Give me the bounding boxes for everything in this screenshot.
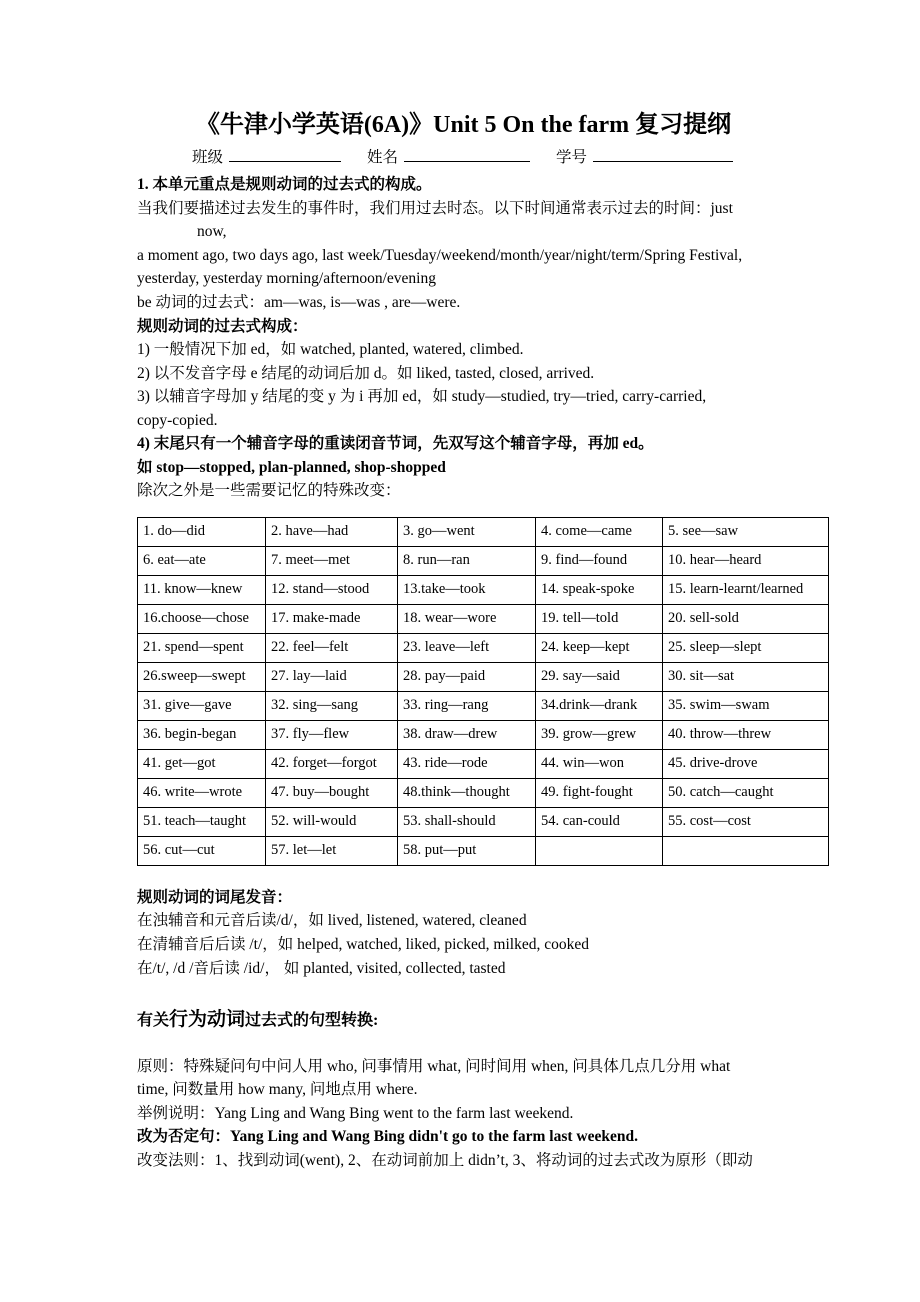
table-cell: 32. sing—sang (266, 691, 398, 720)
table-row (138, 691, 829, 720)
table-row (138, 633, 829, 662)
table-cell: 29. say—said (536, 662, 663, 691)
table-cell: 26.sweep—swept (138, 662, 266, 691)
section1-intro-line1: 当我们要描述过去发生的事件时，我们用过去时态。以下时间通常表示过去的时间：just (137, 199, 733, 217)
table-row (138, 749, 829, 778)
table-cell: 2. have—had (266, 517, 398, 546)
heading-part-1: 有关 (137, 1012, 170, 1030)
section1-heading: 1. 本单元重点是规则动词的过去式的构成。 (137, 176, 432, 194)
irregular-verbs-table (137, 517, 829, 866)
irregular-verbs-table-body (138, 517, 829, 865)
table-row (138, 807, 829, 836)
table-cell: 21. spend—spent (138, 633, 266, 662)
page-title: 《牛津小学英语(6A)》Unit 5 On the farm 复习提纲 (195, 112, 732, 138)
pronunciation-line: 在/t/, /d /音后读 /id/， 如 planted, visited, collected, tasted (137, 959, 506, 977)
table-cell: 1. do—did (138, 517, 266, 546)
table-cell: 58. put—put (398, 836, 536, 865)
name-blank[interactable] (404, 146, 530, 162)
regular-rules-heading: 规则动词的过去式构成： (137, 317, 308, 335)
table-cell: 34.drink—drank (536, 691, 663, 720)
class-label: 班级 (192, 149, 224, 166)
table-cell: 19. tell—told (536, 604, 663, 633)
negative-sentence: Yang Ling and Wang Bing didn't go to the farm last weekend. (230, 1128, 638, 1146)
table-cell: 46. write—wrote (138, 778, 266, 807)
table-cell: 5. see—saw (663, 517, 829, 546)
spacer (137, 1037, 830, 1055)
past-time-expressions-line2: yesterday, yesterday morning/afternoon/evening (137, 270, 436, 288)
table-cell: 45. drive-drove (663, 749, 829, 778)
table-cell: 31. give—gave (138, 691, 266, 720)
table-cell: 10. hear—heard (663, 546, 829, 575)
irregular-verbs-table-wrapper (137, 517, 830, 866)
number-blank[interactable] (593, 146, 733, 162)
student-info-line (137, 146, 830, 169)
spacer (137, 876, 830, 886)
section1-intro-line2: now, (197, 223, 227, 241)
rule-item-4-examples: 如 stop—stopped, plan-planned, shop-shopped (137, 458, 446, 476)
table-cell: 36. begin-began (138, 720, 266, 749)
table-cell (536, 836, 663, 865)
table-cell: 4. come—came (536, 517, 663, 546)
principle-line1: 原则：特殊疑问句中问人用 who, 问事情用 what, 问时间用 when, 问具体几点几分用 what (137, 1057, 731, 1075)
table-row (138, 546, 829, 575)
change-rule-line: 改变法则：1、找到动词(went), 2、在动词前加上 didn’t, 3、将动词的过去式改为原形（即动 (137, 1151, 753, 1169)
table-cell: 24. keep—kept (536, 633, 663, 662)
table-cell: 9. find—found (536, 546, 663, 575)
table-cell: 12. stand—stood (266, 575, 398, 604)
table-cell: 8. run—ran (398, 546, 536, 575)
regular-rules-list (137, 338, 830, 432)
table-cell: 11. know—knew (138, 575, 266, 604)
table-row (138, 778, 829, 807)
spacer (137, 980, 830, 1006)
heading-part-3: 过去式的句型转换: (245, 1012, 379, 1030)
table-cell: 42. forget—forgot (266, 749, 398, 778)
table-row (138, 575, 829, 604)
table-row (138, 662, 829, 691)
table-row (138, 517, 829, 546)
principle-line2: time, 问数量用 how many, 问地点用 where. (137, 1081, 418, 1099)
past-time-expressions-line1: a moment ago, two days ago, last week/Tuesday/weekend/month/year/night/term/Spring Festival, (137, 246, 743, 264)
table-row (138, 836, 829, 865)
rule-item: 3) 以辅音字母加 y 结尾的变 y 为 i 再加 ed，如 study—studied, try—tried, carry-carried, (137, 388, 707, 406)
table-cell: 51. teach—taught (138, 807, 266, 836)
heading-part-2: 行为动词 (169, 1009, 246, 1031)
table-cell: 56. cut—cut (138, 836, 266, 865)
rule-item: 1) 一般情况下加 ed，如 watched, planted, watered, climbed. (137, 341, 524, 359)
table-cell: 44. win—won (536, 749, 663, 778)
table-cell: 49. fight-fought (536, 778, 663, 807)
table-row (138, 720, 829, 749)
table-cell: 25. sleep—slept (663, 633, 829, 662)
table-cell: 14. speak-spoke (536, 575, 663, 604)
pronunciation-line: 在清辅音后后读 /t/，如 helped, watched, liked, picked, milked, cooked (137, 936, 589, 953)
table-cell: 33. ring—rang (398, 691, 536, 720)
table-cell: 52. will-would (266, 807, 398, 836)
table-cell: 50. catch—caught (663, 778, 829, 807)
name-label: 姓名 (367, 149, 399, 166)
table-cell: 23. leave—left (398, 633, 536, 662)
be-verb-label: be 动词的过去式： (137, 293, 265, 311)
sentence-transform-heading (137, 1006, 830, 1035)
table-cell: 57. let—let (266, 836, 398, 865)
rule-item: 2) 以不发音字母 e 结尾的动词后加 d。如 liked, tasted, closed, arrived. (137, 364, 595, 382)
table-cell: 39. grow—grew (536, 720, 663, 749)
negative-sentence-line (137, 1125, 830, 1149)
table-cell: 27. lay—laid (266, 662, 398, 691)
table-cell: 3. go—went (398, 517, 536, 546)
table-cell: 13.take—took (398, 575, 536, 604)
special-changes-note: 除次之外是一些需要记忆的特殊改变： (137, 482, 401, 500)
table-cell: 43. ride—rode (398, 749, 536, 778)
example-line: 举例说明：Yang Ling and Wang Bing went to the farm last weekend. (137, 1104, 574, 1122)
table-cell: 41. get—got (138, 749, 266, 778)
rule-item: copy-copied. (137, 411, 218, 429)
table-cell: 7. meet—met (266, 546, 398, 575)
table-cell: 28. pay—paid (398, 662, 536, 691)
table-cell: 20. sell-sold (663, 604, 829, 633)
table-cell: 55. cost—cost (663, 807, 829, 836)
table-cell: 35. swim—swam (663, 691, 829, 720)
table-cell: 40. throw—threw (663, 720, 829, 749)
class-blank[interactable] (229, 146, 341, 162)
table-cell: 17. make-made (266, 604, 398, 633)
number-label: 学号 (556, 149, 588, 166)
rule-item-4: 4) 末尾只有一个辅音字母的重读闭音节词，先双写这个辅音字母，再加 ed。 (137, 435, 654, 453)
table-row (138, 604, 829, 633)
table-cell: 48.think—thought (398, 778, 536, 807)
pronunciation-heading: 规则动词的词尾发音： (137, 888, 293, 906)
table-cell: 18. wear—wore (398, 604, 536, 633)
pronunciation-line: 在浊辅音和元音后读/d/，如 lived, listened, watered, cleaned (137, 912, 527, 930)
be-verb-value: am—was, is—was , are—were. (264, 293, 461, 311)
table-cell: 6. eat—ate (138, 546, 266, 575)
table-cell: 53. shall-should (398, 807, 536, 836)
table-cell: 54. can-could (536, 807, 663, 836)
table-cell: 22. feel—felt (266, 633, 398, 662)
table-cell: 38. draw—drew (398, 720, 536, 749)
table-cell: 15. learn-learnt/learned (663, 575, 829, 604)
negative-label: 改为否定句： (137, 1128, 231, 1146)
table-cell (663, 836, 829, 865)
be-verb-past-line (137, 291, 830, 315)
table-cell: 37. fly—flew (266, 720, 398, 749)
table-cell: 30. sit—sat (663, 662, 829, 691)
table-cell: 47. buy—bought (266, 778, 398, 807)
table-cell: 16.choose—chose (138, 604, 266, 633)
